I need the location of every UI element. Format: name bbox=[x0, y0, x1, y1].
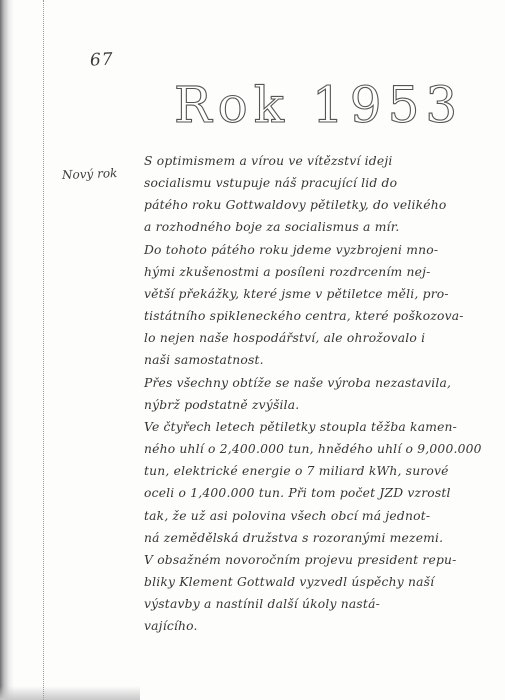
text-line: pátého roku Gottwaldovy pětiletky, do velikého bbox=[144, 198, 447, 213]
text-line: S optimismem a vírou ve vítězství ideji bbox=[144, 154, 393, 168]
text-line: větší překážky, které jsme v pětiletce měli, pro- bbox=[144, 286, 449, 301]
text-line: oceli o 1,400.000 tun. Při tom počet JZD vzrostl bbox=[144, 486, 451, 501]
text-line: vajícího. bbox=[144, 619, 198, 634]
text-line: lo nejen naše hospodářství, ale ohrožovalo i bbox=[144, 331, 426, 346]
page-number: 67 bbox=[89, 49, 115, 71]
text-line: socialismu vstupuje náš pracující lid do bbox=[144, 176, 398, 191]
text-line: ného uhlí o 2,400.000 tun, hnědého uhlí o 9,000.000 bbox=[144, 442, 482, 457]
page-edge-shadow bbox=[0, 0, 14, 700]
page-title bbox=[170, 70, 464, 140]
text-line: a rozhodného boje za socialismus a mír. bbox=[144, 220, 400, 235]
text-line: Ve čtyřech letech pětiletky stoupla těžba kamen- bbox=[144, 419, 458, 434]
margin-note: Nový rok bbox=[61, 166, 118, 182]
text-line: Do tohoto pátého roku jdeme vyzbrojeni mno- bbox=[144, 242, 439, 257]
text-line: ná zemědělská družstva s rozoranými mezemi. bbox=[144, 530, 444, 545]
text-line: nýbrž podstatně zvýšila. bbox=[144, 397, 300, 412]
chronicle-text bbox=[144, 150, 489, 637]
text-line: Přes všechny obtíže se naše výroba nezastavila, bbox=[144, 375, 452, 390]
text-line: tistátního spikleneckého centra, které poškozova- bbox=[144, 309, 464, 324]
page-bottom-shadow bbox=[0, 686, 140, 700]
margin-line bbox=[43, 0, 44, 700]
text-line: tun, elektrické energie o 7 miliard kWh, surové bbox=[144, 464, 449, 479]
text-line: tak, že už asi polovina všech obcí má jednot- bbox=[144, 508, 431, 523]
page-title-text: Rok 1953 bbox=[174, 76, 464, 134]
text-line: V obsažném novoročním projevu president repu- bbox=[144, 552, 457, 567]
text-line: výstavby a nastínil další úkoly nastá- bbox=[144, 597, 380, 612]
text-line: bliky Klement Gottwald vyzvedl úspěchy naší bbox=[144, 574, 435, 589]
text-line: naši samostatnost. bbox=[144, 353, 264, 368]
text-line: hými zkušenostmi a posíleni rozdrcením nej- bbox=[144, 264, 431, 279]
